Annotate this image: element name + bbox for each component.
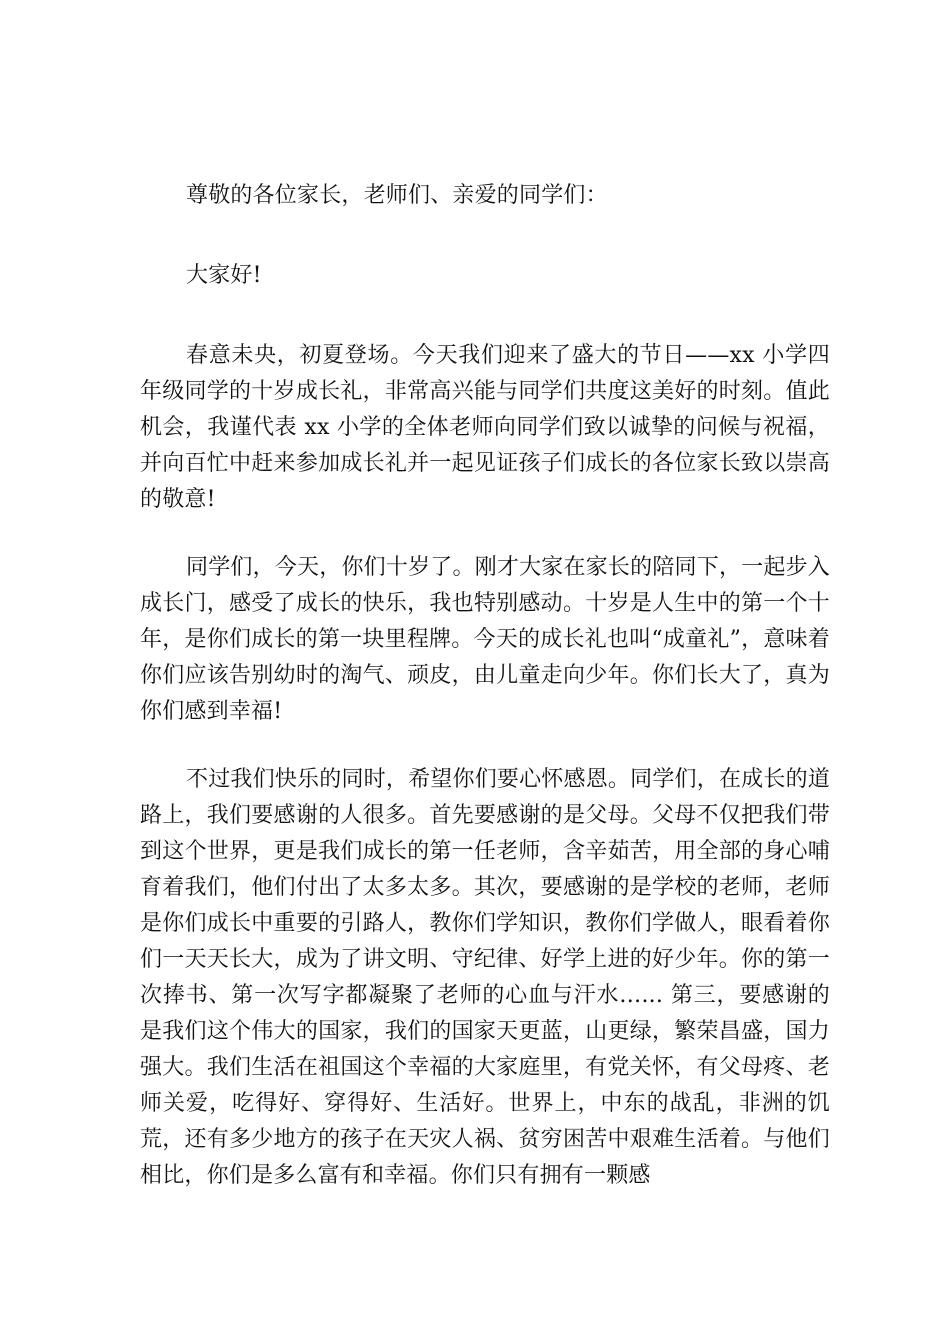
paragraph-opening: 春意未央，初夏登场。今天我们迎来了盛大的节日——xx 小学四年级同学的十岁成长礼，非常高兴能与同学们共度这美好的时刻。值此机会，我谨代表 xx 小学的全体老师向同学们致以诚挚的问候与祝福，并向百忙中赶来参加成长礼并一起见证孩子们成长的各位家长致以崇高的敬意! (140, 343, 830, 512)
paragraph-gratitude: 不过我们快乐的同时，希望你们要心怀感恩。同学们，在成长的道路上，我们要感谢的人很多。首先要感谢的是父母。父母不仅把我们带到这个世界，更是我们成长的第一任老师，含辛茹苦，用全部的身心哺育着我们，他们付出了太多太多。其次，要感谢的是学校的老师，老师是你们成长中重要的引路人，教你们学知识，教你们学做人，眼看着你们一天天长大，成为了讲文明、守纪律、好学上进的好少年。你的第一次捧书、第一次写字都凝聚了老师的心血与汗水…... 第三，要感谢的是我们这个伟大的国家，我们的国家天更蓝，山更绿，繁荣昌盛，国力强大。我们生活在祖国这个幸福的大家庭里，有党关怀，有父母疼、老师关爱，吃得好、穿得好、生活好。世界上，中东的战乱，非洲的饥荒，还有多少地方的孩子在天灾人祸、贫穷困苦中艰难生活着。与他们相比，你们是多么富有和幸福。你们只有拥有一颗感 (140, 767, 830, 1188)
salutation: 尊敬的各位家长，老师们、亲爱的同学们： (186, 183, 608, 208)
paragraph-ten-years-old: 同学们，今天，你们十岁了。刚才大家在家长的陪同下，一起步入成长门，感受了成长的快乐，我也特别感动。十岁是人生中的第一个十年，是你们成长的第一块里程牌。今天的成长礼也叫“成童礼”，意味着你们应该告别幼时的淘气、顽皮，由儿童走向少年。你们长大了，真为你们感到幸福! (140, 555, 830, 724)
document-body (140, 178, 830, 1226)
greeting: 大家好! (186, 263, 262, 288)
